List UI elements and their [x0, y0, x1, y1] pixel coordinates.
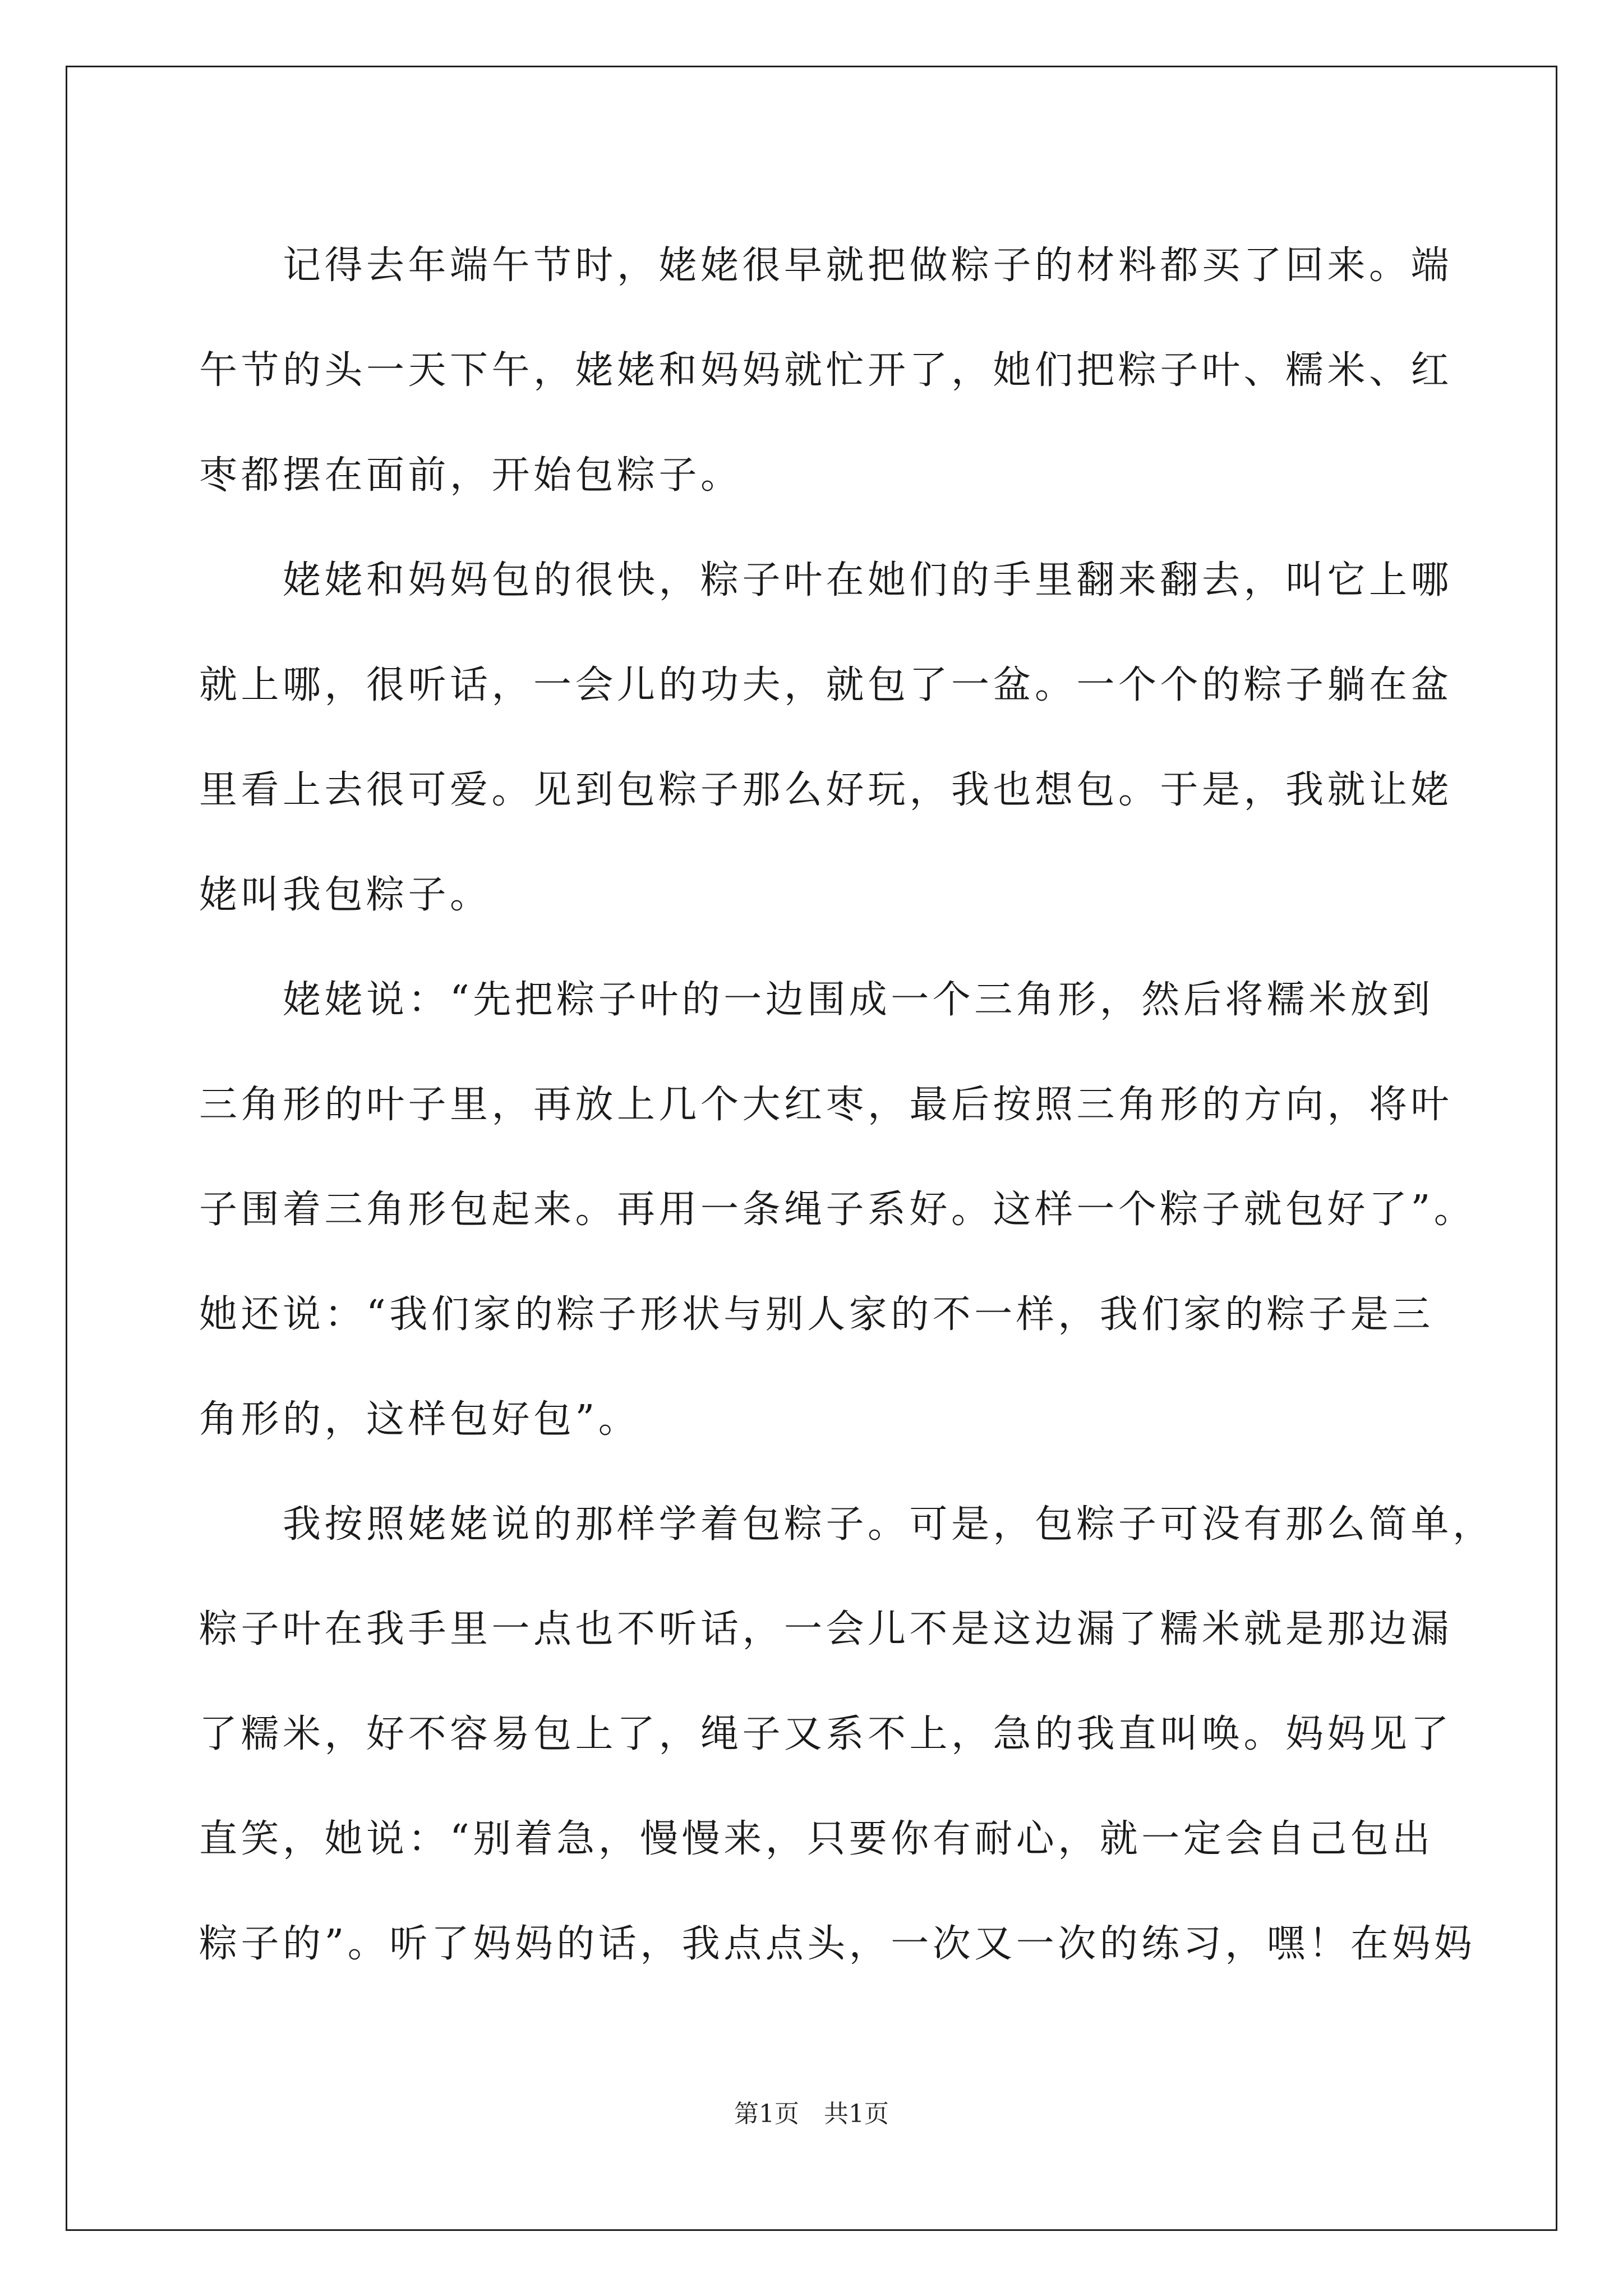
text-line: 粽子的”。听了妈妈的话，我点点头，一次又一次的练习，嘿！在妈妈 — [199, 1922, 1476, 1966]
text-line: 角形的，这样包好包”。 — [199, 1397, 640, 1442]
page-number-footer: 第1页 共1页 — [734, 2100, 889, 2128]
text-line: 粽子叶在我手里一点也不听话，一会儿不是这边漏了糯米就是那边漏 — [199, 1607, 1453, 1651]
text-line: 她还说：“我们家的粽子形状与别人家的不一样，我们家的粽子是三 — [199, 1292, 1434, 1337]
text-line: 里看上去很可爱。见到包粽子那么好玩，我也想包。于是，我就让姥 — [199, 768, 1453, 812]
text-line: 了糯米，好不容易包上了，绳子又系不上，急的我直叫唤。妈妈见了 — [199, 1712, 1453, 1756]
text-line: 记得去年端午节时，姥姥很早就把做粽子的材料都买了回来。端 — [199, 243, 1453, 288]
text-line: 我按照姥姥说的那样学着包粽子。可是，包粽子可没有那么简单， — [199, 1502, 1495, 1547]
text-line: 子围着三角形包起来。再用一条绳子系好。这样一个粽子就包好了”。 — [199, 1188, 1476, 1232]
text-line: 直笑，她说：“别着急，慢慢来，只要你有耐心，就一定会自己包出 — [199, 1817, 1434, 1861]
text-line: 姥姥和妈妈包的很快，粽子叶在她们的手里翻来翻去，叫它上哪 — [199, 558, 1453, 602]
text-line: 姥姥说：“先把粽子叶的一边围成一个三角形，然后将糯米放到 — [199, 978, 1434, 1022]
text-line: 三角形的叶子里，再放上几个大红枣，最后按照三角形的方向，将叶 — [199, 1083, 1453, 1127]
document-body — [199, 213, 1495, 1996]
text-line: 午节的头一天下午，姥姥和妈妈就忙开了，她们把粽子叶、糯米、红 — [199, 348, 1453, 393]
text-line: 姥叫我包粽子。 — [199, 873, 492, 917]
text-line: 枣都摆在面前，开始包粽子。 — [199, 453, 743, 498]
text-line: 就上哪，很听话，一会儿的功夫，就包了一盆。一个个的粽子躺在盆 — [199, 663, 1453, 707]
